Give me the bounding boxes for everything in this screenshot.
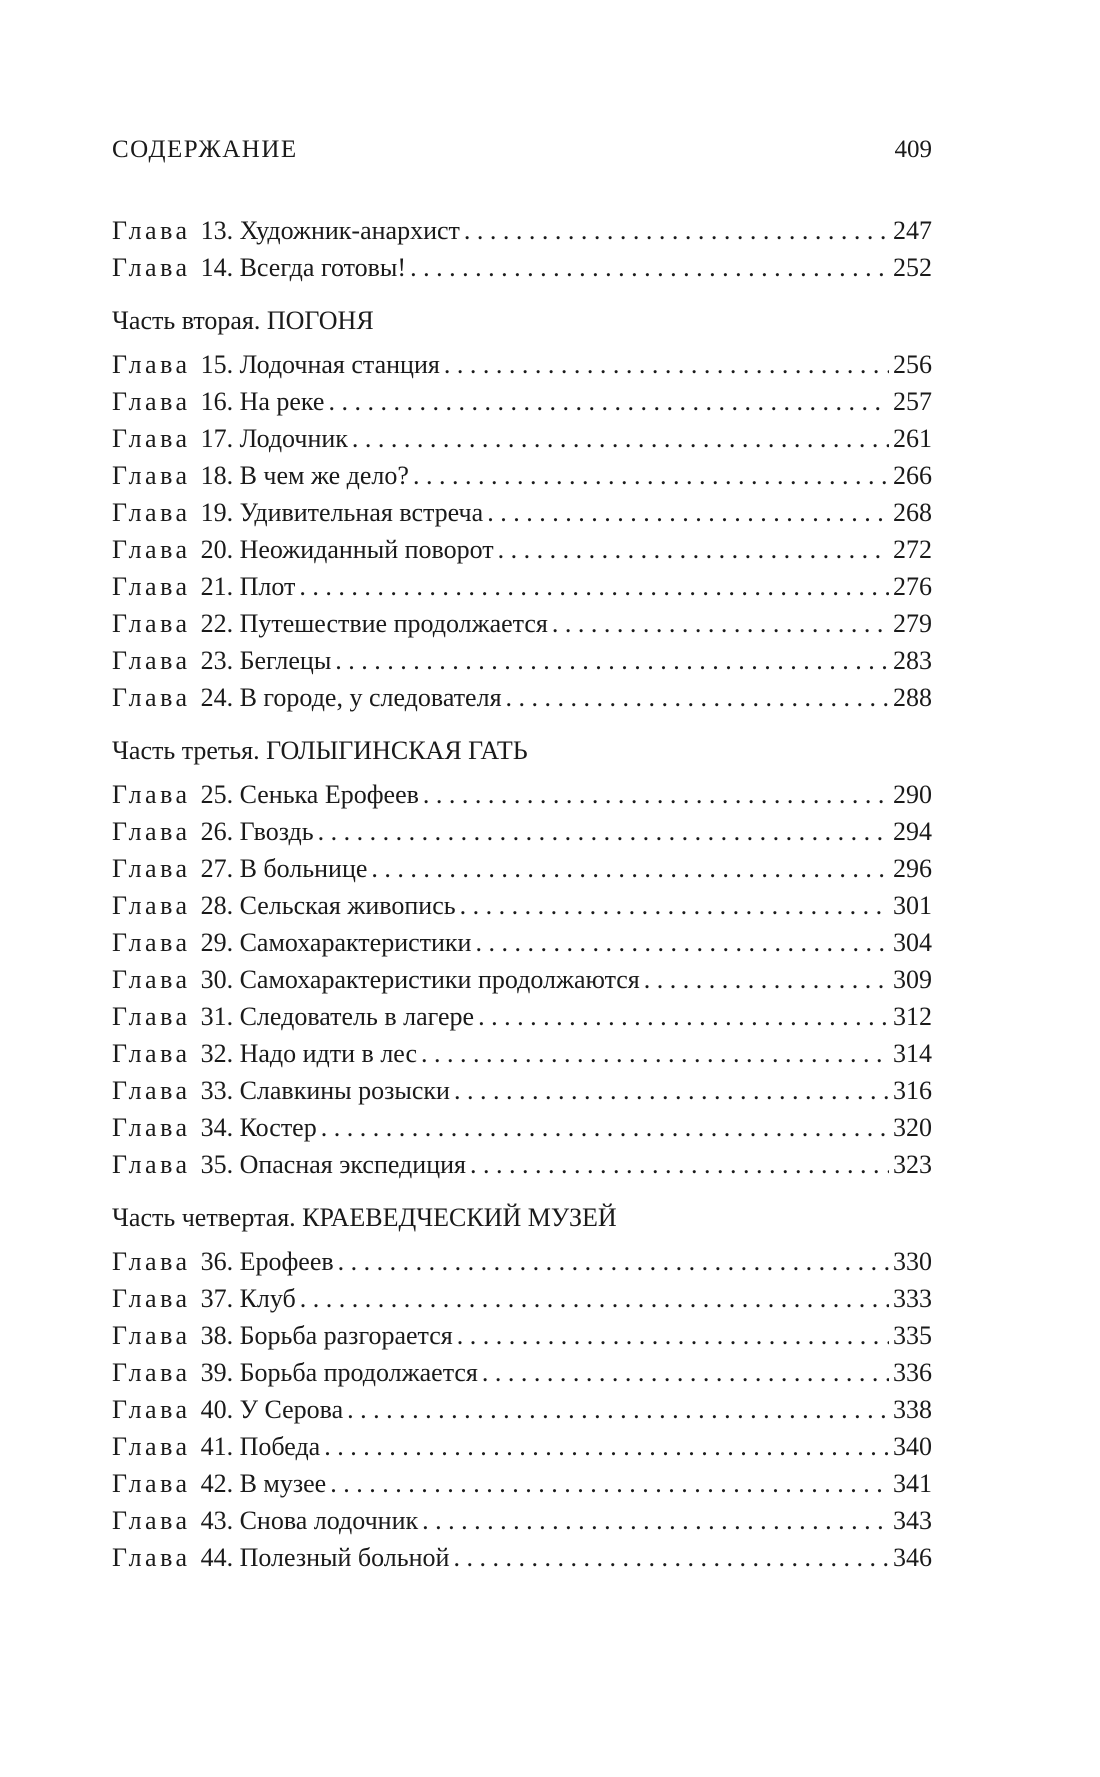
chapter-label: Глава [112, 1039, 191, 1068]
toc-entry[interactable] [112, 1146, 932, 1183]
chapter-title: 36. Ерофеев [200, 1247, 334, 1276]
toc-entry[interactable] [112, 1243, 932, 1280]
chapter-label: Глава [112, 1113, 191, 1142]
toc-entry[interactable] [112, 1280, 932, 1317]
chapter-title: 17. Лодочник [200, 424, 348, 453]
chapter-page-number: 312 [893, 1002, 932, 1031]
chapter-page-number: 323 [893, 1150, 932, 1179]
dot-leader [318, 813, 889, 850]
dot-leader [335, 642, 889, 679]
chapter-label: Глава [112, 535, 191, 564]
table-of-contents [112, 212, 932, 1576]
chapter-title: 22. Путешествие продолжается [200, 609, 548, 638]
chapter-page-number: 314 [893, 1039, 932, 1068]
chapter-label: Глава [112, 1002, 191, 1031]
chapter-page-number: 330 [893, 1247, 932, 1276]
chapter-label: Глава [112, 928, 191, 957]
dot-leader [478, 998, 889, 1035]
toc-entry[interactable] [112, 961, 932, 998]
chapter-page-number: 341 [893, 1469, 932, 1498]
toc-entry[interactable] [112, 1391, 932, 1428]
chapter-page-number: 279 [893, 609, 932, 638]
chapter-page-number: 316 [893, 1076, 932, 1105]
chapter-title: 42. В музее [200, 1469, 327, 1498]
part-heading: Часть вторая. ПОГОНЯ [112, 306, 374, 335]
chapter-page-number: 346 [893, 1543, 932, 1572]
chapter-title: 19. Удивительная встреча [200, 498, 484, 527]
chapter-label: Глава [112, 817, 191, 846]
chapter-title: 14. Всегда готовы! [200, 253, 407, 282]
chapter-label: Глава [112, 854, 191, 883]
chapter-title: 29. Самохарактеристики [200, 928, 472, 957]
chapter-label: Глава [112, 216, 191, 245]
dot-leader [410, 249, 889, 286]
dot-leader [421, 1035, 889, 1072]
chapter-label: Глава [112, 1469, 191, 1498]
chapter-label: Глава [112, 253, 191, 282]
dot-leader [498, 531, 889, 568]
dot-leader [482, 1354, 889, 1391]
dot-leader [338, 1243, 889, 1280]
dot-leader [552, 605, 889, 642]
chapter-title: 39. Борьба продолжается [200, 1358, 478, 1387]
chapter-title: 32. Надо идти в лес [200, 1039, 418, 1068]
dot-leader [328, 383, 889, 420]
chapter-page-number: 290 [893, 780, 932, 809]
chapter-title: 35. Опасная экспедиция [200, 1150, 466, 1179]
dot-leader [470, 1146, 889, 1183]
chapter-label: Глава [112, 350, 191, 379]
chapter-label: Глава [112, 1321, 191, 1350]
chapter-label: Глава [112, 572, 191, 601]
chapter-title: 25. Сенька Ерофеев [200, 780, 419, 809]
chapter-title: 21. Плот [200, 572, 296, 601]
chapter-page-number: 340 [893, 1432, 932, 1461]
chapter-page-number: 268 [893, 498, 932, 527]
chapter-title: 40. У Серова [200, 1395, 344, 1424]
chapter-title: 30. Самохарактеристики продолжаются [200, 965, 640, 994]
toc-entry[interactable] [112, 887, 932, 924]
chapter-title: 41. Победа [200, 1432, 321, 1461]
toc-section [112, 302, 932, 716]
chapter-label: Глава [112, 891, 191, 920]
dot-leader [371, 850, 889, 887]
chapter-title: 16. На реке [200, 387, 325, 416]
toc-section [112, 212, 932, 286]
chapter-page-number: 309 [893, 965, 932, 994]
dot-leader [413, 457, 889, 494]
toc-section [112, 1199, 932, 1576]
chapter-page-number: 304 [893, 928, 932, 957]
dot-leader [330, 1465, 889, 1502]
chapter-page-number: 256 [893, 350, 932, 379]
toc-entry[interactable] [112, 346, 932, 383]
toc-entry[interactable] [112, 776, 932, 813]
toc-entry[interactable] [112, 568, 932, 605]
chapter-title: 37. Клуб [200, 1284, 296, 1313]
chapter-title: 27. В больнице [200, 854, 368, 883]
chapter-label: Глава [112, 1395, 191, 1424]
chapter-page-number: 320 [893, 1113, 932, 1142]
chapter-label: Глава [112, 1150, 191, 1179]
chapter-page-number: 338 [893, 1395, 932, 1424]
dot-leader [475, 924, 889, 961]
chapter-page-number: 335 [893, 1321, 932, 1350]
toc-entry[interactable] [112, 850, 932, 887]
dot-leader [444, 346, 889, 383]
dot-leader [324, 1428, 889, 1465]
toc-section [112, 732, 932, 1183]
toc-entry[interactable] [112, 1072, 932, 1109]
chapter-page-number: 296 [893, 854, 932, 883]
dot-leader [300, 1280, 889, 1317]
chapter-title: 28. Сельская живопись [200, 891, 456, 920]
chapter-label: Глава [112, 1076, 191, 1105]
chapter-label: Глава [112, 461, 191, 490]
toc-entry[interactable] [112, 494, 932, 531]
chapter-title: 13. Художник-анархист [200, 216, 460, 245]
toc-entry[interactable] [112, 1502, 932, 1539]
chapter-title: 43. Снова лодочник [200, 1506, 419, 1535]
chapter-page-number: 266 [893, 461, 932, 490]
toc-entry[interactable] [112, 1539, 932, 1576]
chapter-page-number: 276 [893, 572, 932, 601]
toc-entry[interactable] [112, 420, 932, 457]
dot-leader [321, 1109, 889, 1146]
dot-leader [347, 1391, 889, 1428]
chapter-page-number: 288 [893, 683, 932, 712]
toc-entry[interactable] [112, 249, 932, 286]
dot-leader [454, 1072, 889, 1109]
chapter-title: 31. Следователь в лагере [200, 1002, 475, 1031]
chapter-title: 26. Гвоздь [200, 817, 314, 846]
running-head [112, 136, 932, 170]
chapter-page-number: 272 [893, 535, 932, 564]
chapter-label: Глава [112, 780, 191, 809]
chapter-label: Глава [112, 1284, 191, 1313]
chapter-label: Глава [112, 1432, 191, 1461]
dot-leader [460, 887, 889, 924]
dot-leader [453, 1539, 889, 1576]
chapter-page-number: 252 [893, 253, 932, 282]
toc-entry[interactable] [112, 679, 932, 716]
page-title: СОДЕРЖАНИЕ [112, 136, 298, 163]
chapter-title: 18. В чем же дело? [200, 461, 409, 490]
chapter-page-number: 343 [893, 1506, 932, 1535]
chapter-page-number: 336 [893, 1358, 932, 1387]
chapter-label: Глава [112, 1247, 191, 1276]
toc-entry[interactable] [112, 642, 932, 679]
dot-leader [299, 568, 889, 605]
chapter-title: 20. Неожиданный поворот [200, 535, 494, 564]
chapter-page-number: 257 [893, 387, 932, 416]
chapter-label: Глава [112, 965, 191, 994]
page-number: 409 [894, 136, 932, 163]
toc-entry[interactable] [112, 1035, 932, 1072]
chapter-label: Глава [112, 1506, 191, 1535]
toc-entry[interactable] [112, 924, 932, 961]
chapter-title: 44. Полезный больной [200, 1543, 450, 1572]
dot-leader [644, 961, 889, 998]
dot-leader [464, 212, 889, 249]
dot-leader [352, 420, 889, 457]
chapter-page-number: 261 [893, 424, 932, 453]
part-heading: Часть третья. ГОЛЫГИНСКАЯ ГАТЬ [112, 736, 528, 765]
chapter-label: Глава [112, 683, 191, 712]
toc-entry[interactable] [112, 457, 932, 494]
dot-leader [506, 679, 889, 716]
chapter-title: 15. Лодочная станция [200, 350, 440, 379]
chapter-page-number: 301 [893, 891, 932, 920]
toc-entry[interactable] [112, 1428, 932, 1465]
dot-leader [487, 494, 889, 531]
chapter-title: 38. Борьба разгорается [200, 1321, 453, 1350]
dot-leader [422, 1502, 889, 1539]
part-heading: Часть четвертая. КРАЕВЕДЧЕСКИЙ МУЗЕЙ [112, 1203, 617, 1232]
chapter-title: 34. Костер [200, 1113, 317, 1142]
chapter-label: Глава [112, 646, 191, 675]
chapter-label: Глава [112, 424, 191, 453]
toc-entry[interactable] [112, 531, 932, 568]
chapter-page-number: 283 [893, 646, 932, 675]
chapter-page-number: 333 [893, 1284, 932, 1313]
dot-leader [423, 776, 889, 813]
chapter-label: Глава [112, 498, 191, 527]
toc-entry[interactable] [112, 605, 932, 642]
toc-entry[interactable] [112, 1109, 932, 1146]
chapter-title: 33. Славкины розыски [200, 1076, 450, 1105]
toc-entry[interactable] [112, 813, 932, 850]
chapter-page-number: 247 [893, 216, 932, 245]
chapter-title: 24. В городе, у следователя [200, 683, 502, 712]
chapter-label: Глава [112, 1358, 191, 1387]
toc-entry[interactable] [112, 1354, 932, 1391]
toc-entry[interactable] [112, 1317, 932, 1354]
dot-leader [457, 1317, 889, 1354]
chapter-title: 23. Беглецы [200, 646, 332, 675]
toc-entry[interactable] [112, 383, 932, 420]
chapter-label: Глава [112, 1543, 191, 1572]
chapter-page-number: 294 [893, 817, 932, 846]
toc-entry[interactable] [112, 212, 932, 249]
chapter-label: Глава [112, 387, 191, 416]
chapter-label: Глава [112, 609, 191, 638]
toc-entry[interactable] [112, 1465, 932, 1502]
toc-entry[interactable] [112, 998, 932, 1035]
